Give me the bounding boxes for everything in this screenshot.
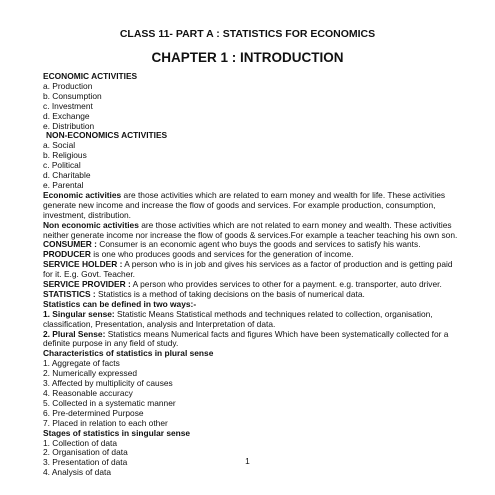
two-ways-heading: Statistics can be defined in two ways:- xyxy=(43,298,197,309)
definition-term: STATISTICS : xyxy=(43,288,96,299)
stages-heading: Stages of statistics in singular sense xyxy=(43,427,191,438)
characteristics-heading: Characteristics of statistics in plural sense xyxy=(43,348,214,359)
list-item: d. Charitable xyxy=(43,170,91,181)
list-item: 1. Aggregate of facts xyxy=(43,358,120,369)
definition-text: A person who provides services to other for a payment. e.g. transporter, auto driver. xyxy=(130,279,442,290)
list-item: b. Religious xyxy=(43,150,87,161)
definition-term: Economic activities xyxy=(43,189,122,200)
list-item: a. Production xyxy=(43,80,93,91)
list-item: 2. Numerically expressed xyxy=(43,368,138,379)
list-item: 2. Organisation of data xyxy=(43,447,128,458)
definition-text: Statistics is a method of taking decisions on the basis of numerical data. xyxy=(95,288,365,299)
class-title: CLASS 11- PART A : STATISTICS FOR ECONOMICS xyxy=(119,28,376,40)
list-item: 4. Reasonable accuracy xyxy=(43,388,133,398)
definition-term: Non economic activities xyxy=(43,219,139,230)
definition-term: 2. Plural Sense: xyxy=(43,328,106,339)
definition-term: PRODUCER xyxy=(43,249,91,260)
list-item: 1. Collection of data xyxy=(43,437,118,448)
list-item: 4. Analysis of data xyxy=(43,467,111,478)
list-item: c. Political xyxy=(43,160,81,171)
list-item: 7. Placed in relation to each other xyxy=(43,417,168,428)
list-item: 6. Pre-determined Purpose xyxy=(43,407,144,418)
definition-text: are those activities which are not related to earn money and wealth. These activities neither generate income nor increase the flow of goods & services.For example a teacher teaching his own son. xyxy=(43,219,458,240)
list-item: d. Exchange xyxy=(43,110,90,121)
definition-term: SERVICE PROVIDER : xyxy=(43,279,131,290)
singular-sense-definition xyxy=(43,310,463,330)
definition-term: CONSUMER : xyxy=(43,239,97,250)
definition-term: SERVICE HOLDER : xyxy=(43,259,123,270)
definition-text: Statistic Means Statistical methods and techniques related to collection, organisation, classification, Presentation, analysis and Interpretation of data. xyxy=(43,308,433,329)
list-item: 3. Presentation of data xyxy=(43,457,128,468)
list-item: c. Investment xyxy=(43,100,93,111)
list-item: e. Distribution xyxy=(43,120,95,131)
list-item: a. Social xyxy=(43,140,76,151)
non-economic-activities-definition xyxy=(43,221,463,241)
definition-term: 1. Singular sense: xyxy=(43,308,115,319)
definition-text: Statistics means Numerical facts and figures Which have been systematically collected for a definite purpose in any field of study. xyxy=(43,328,449,349)
definition-text: Consumer is an economic agent who buys the goods and services to satisfy his wants. xyxy=(96,239,421,250)
list-item: e. Parental xyxy=(43,179,84,190)
definition-text: are those activities which are related to earn money and wealth for life. These activities generate new income and increase the flow of goods and services. For example production, consumption, investment, distribution. xyxy=(43,189,446,220)
non-economic-activities-heading: NON-ECONOMICS ACTIVITIES xyxy=(46,130,168,141)
page-number: 1 xyxy=(245,456,250,466)
economic-activities-definition xyxy=(43,191,463,221)
economic-activities-heading: ECONOMIC ACTIVITIES xyxy=(43,71,138,81)
list-item: 5. Collected in a systematic manner xyxy=(43,397,176,408)
list-item: b. Consumption xyxy=(43,90,102,101)
definition-text: is one who produces goods and services for the generation of income. xyxy=(90,249,354,260)
list-item: 3. Affected by multiplicity of causes xyxy=(43,378,173,389)
plural-sense-definition xyxy=(43,330,463,350)
chapter-title: CHAPTER 1 : INTRODUCTION xyxy=(151,50,344,65)
definition-text: A person who is in job and gives his services as a factor of production and is getting paid for it. E.g. Govt. Teacher. xyxy=(43,259,453,280)
document-body xyxy=(43,72,463,478)
service-holder-definition xyxy=(43,260,463,280)
